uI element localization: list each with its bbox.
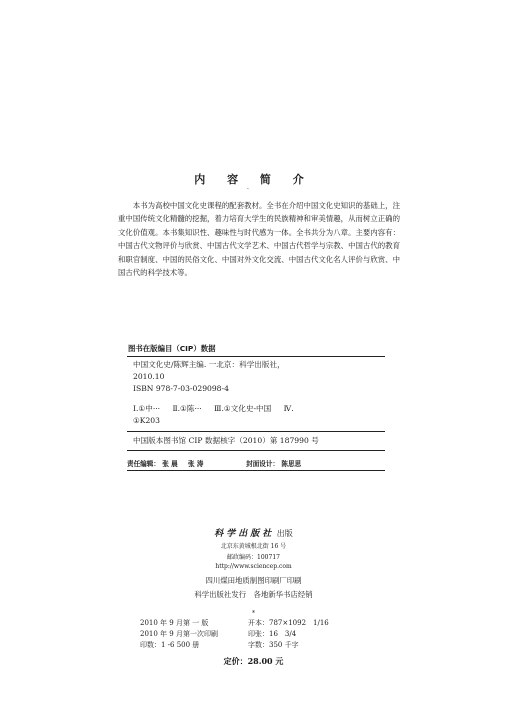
cover-design-label: 封面设计： — [246, 460, 280, 468]
title-dot: · — [247, 186, 249, 193]
cip-class-1: Ⅰ.①中··· — [133, 404, 161, 413]
cip-rule-middle — [127, 431, 385, 432]
cip-rule-top — [127, 356, 385, 357]
distribution: 科学出版社发行 各地新华书店经销 — [194, 590, 313, 599]
cip-class-4: Ⅳ. — [283, 404, 294, 413]
print-date: 2010 年 9 月第一次印刷 — [140, 629, 218, 638]
editors-rule — [127, 470, 385, 471]
edition-info — [140, 618, 329, 650]
sheet-count: 印张：16 3/4 — [248, 629, 297, 638]
publisher-website: http://www.sciencep.com — [215, 563, 292, 570]
edition-date: 2010 年 9 月第 一 版 — [140, 619, 209, 627]
cip-check-number: 中国版本图书馆 CIP 数据核字（2010）第 187990 号 — [133, 436, 319, 445]
responsible-editor-2: 张 涛 — [188, 460, 204, 468]
cip-record — [133, 359, 285, 395]
word-count: 字数：350 千字 — [248, 640, 299, 649]
price: 定价：28.00 元 — [223, 656, 284, 666]
editors-line — [127, 458, 301, 468]
print-run: 印数：1 -6 500 册 — [140, 640, 200, 649]
intro-title: 内 容 简 介 — [194, 173, 313, 186]
separator-star: * — [252, 610, 255, 617]
cip-class-5: ①K203 — [133, 416, 160, 425]
publisher-logo: 科学出版社 — [214, 529, 275, 539]
responsible-editor-1: 张 晨 — [162, 460, 178, 468]
responsible-editor-label: 责任编辑： — [127, 460, 160, 468]
cip-date: 2010.10 — [133, 372, 165, 381]
publisher-suffix: 出版 — [276, 529, 293, 538]
cip-isbn: ISBN 978-7-03-029098-4 — [133, 384, 229, 393]
cip-classification — [133, 403, 294, 427]
publisher-postcode: 邮政编码：100717 — [227, 554, 280, 561]
cip-book-line: 中国文化史/陈辉主编. 一北京：科学出版社， — [133, 360, 285, 369]
intro-body — [118, 199, 400, 279]
publisher-line — [0, 526, 507, 539]
intro-paragraph: 本书为高校中国文化史课程的配套教材。全书在介绍中国文化史知识的基础上，注重中国传统文化精髓的挖掘，着力培育大学生的民族精神和审美情趣，从而树立正确的文化价值观。本书集知识性、趣味性与时代感为一体。全书共分为八章。主要内容有：中国古代文物评价与欣赏、中国古代文学艺术、中国古代哲学与宗教、中国古代的教育和职官制度、中国的民俗文化、中国对外文化交流、中国古代文化名人评价与欣赏、中国古代的科学技术等。 — [118, 201, 400, 278]
cip-title: 图书在版编目（CIP）数据 — [128, 344, 216, 353]
cip-class-3: Ⅲ.①文化史-中国 — [214, 404, 272, 413]
printer: 四川煤田地质制图印刷厂印刷 — [205, 576, 302, 585]
cip-rule-bottom — [127, 450, 385, 451]
cip-class-2: Ⅱ.①陈··· — [172, 404, 202, 413]
publisher-address: 北京东黄城根北街 16 号 — [220, 543, 287, 550]
cover-designer: 陈思思 — [281, 460, 302, 468]
format-size: 开本：787×1092 1/16 — [248, 619, 329, 627]
